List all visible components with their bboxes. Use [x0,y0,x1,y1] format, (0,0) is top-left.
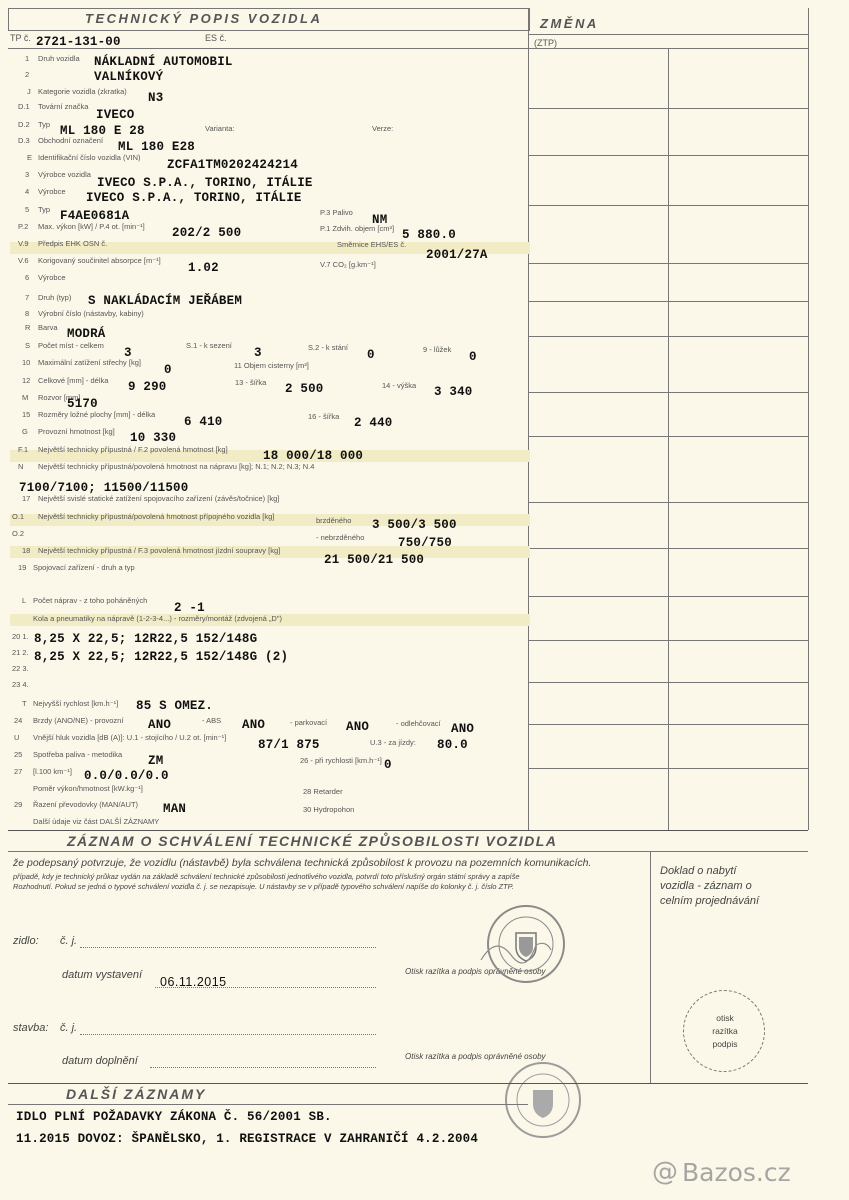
label-power: Max. výkon [kW] / P.4 ot. [min⁻¹] [38,222,145,231]
value-unbraked: 750/750 [398,536,452,550]
section-rule [8,1104,528,1105]
row-number: P.2 [18,222,29,231]
label-retarder: 28 Retarder [303,787,343,796]
label-engine-type: Typ [38,205,51,214]
label-trailer-weight: Největší technicky přípustná/povolená hmotnost přípojného vozidla [kg] [38,512,275,521]
cj-label: č. j. [60,935,78,947]
value-operating-weight: 10 330 [130,431,177,445]
label-hydraulic: 30 Hydropohon [303,805,355,814]
row-number: 7 [25,293,30,302]
city-seal-icon [507,1064,579,1136]
value-vin: ZCFA1TM0202424214 [167,158,298,172]
row-number: 10 [22,358,31,367]
value-power: 202/2 500 [172,226,242,240]
row-number: V.9 [18,239,29,248]
label-braked: brzděného [316,516,352,525]
value-engine-type: F4AE0681A [60,209,130,223]
value-retarder-brake: ANO [451,722,475,736]
value-axles: 2 -1 [174,601,205,615]
label-tank-volume: 11 Objem cisterny [m³] [234,361,309,370]
row-number: E [27,153,33,162]
label-vin: Identifikační číslo vozidla (VIN) [38,153,141,162]
label-max-weight: Největší technicky přípustná / F.2 povolená hmotnost [kg] [38,445,228,454]
value-make: IVECO [96,108,135,122]
approval-title: ZÁZNAM O SCHVÁLENÍ TECHNICKÉ ZPŮSOBILOSTI VOZIDLA [67,833,558,849]
stamp-caption-2: Otisk razítka a podpis oprávněné osoby [405,1052,546,1061]
row-number: 24 [14,716,23,725]
label-seated: S.1 - k sezení [186,341,232,350]
row-number: O.2 [12,529,25,538]
label-abs: - ABS [202,716,222,725]
value-fuel: NM [372,213,388,227]
label-berths: 9 - lůžek [423,345,452,354]
value-max-weight: 18 000/18 000 [263,449,364,463]
watermark-text: Bazos.cz [682,1157,791,1187]
value-consumption: 0.0/0.0/0.0 [84,769,169,783]
row-number: T [22,699,27,708]
at-icon: @ [652,1157,678,1187]
row-number: N [18,462,24,471]
label-version: Verze: [372,124,394,133]
further-line-2: 11.2015 DOVOZ: ŠPANĚLSKO, 1. REGISTRACE V ZAHRANIČÍ 4.2.2004 [16,1132,479,1146]
value-vehicle-kind: NÁKLADNÍ AUTOMOBIL [94,55,233,69]
row-number: G [22,427,28,436]
label-absorption: Korigovaný součinitel absorpce [m⁻¹] [38,256,161,265]
label-consumption-speed: 26 - při rychlosti [km.h⁻¹] [300,756,382,765]
label-body-kind: Druh (typ) [38,293,72,302]
value-color: MODRÁ [67,327,106,341]
column-divider [808,8,809,830]
customs-stamp-text: otisk razítka podpis [712,1013,738,1049]
row-number: V.6 [18,256,29,265]
label-vertical-load: Největší svislé statické zatížení spojovacího zařízení (závěs/točnice) [kg] [38,494,280,503]
value-roof-load: 0 [164,363,172,377]
value-standing: 0 [367,348,375,362]
label-color: Barva [38,323,58,332]
value-wheels-axle-2: 8,25 X 22,5; 12R22,5 152/148G (2) [34,650,289,664]
value-brake-service: ANO [148,718,172,732]
row-number: 4 [25,187,30,196]
issue-date-label: datum vystavení [62,969,143,981]
label-operating-weight: Provozní hmotnost [kg] [38,427,115,436]
row-number: D.1 [18,102,30,111]
value-width: 2 500 [285,382,324,396]
value-engine-manufacturer: IVECO S.P.A., TORINO, ITÁLIE [86,191,302,205]
change-title: ZMĚNA [540,16,599,31]
column-divider [528,8,529,830]
label-roof-load: Maximální zatížení střechy [kg] [38,358,141,367]
row-number: 8 [25,309,30,318]
es-label: ES č. [205,33,227,43]
approval-text-3: Rozhodnutí. Pokud se jedná o typové schválení vozidla č. j. se nezapisuje. U nástavby se v případě typového schválení napíše do kolonky č. j. číslo ZTP. [13,882,514,891]
label-unbraked: - nebrzděného [316,533,365,542]
row-number: 25 [14,750,23,759]
label-serial-number: Výrobní číslo (nástavby, kabiny) [38,309,144,318]
value-gearbox: MAN [163,802,187,816]
label-fuel: P.3 Palivo [320,208,353,217]
label-power-weight: Poměr výkon/hmotnost [kW.kg⁻¹] [33,784,143,793]
row-number: 22 3. [12,664,29,673]
further-records-title: DALŠÍ ZÁZNAMY [66,1086,207,1102]
label-combination-weight: Největší technicky přípustná / F.3 povolená hmotnost jízdní soupravy [kg] [38,546,281,555]
section-rule [8,1083,808,1084]
value-consumption-speed: 0 [384,758,392,772]
label-max-speed: Nejvyšší rychlost [km.h⁻¹] [33,699,119,708]
value-height: 3 340 [434,385,473,399]
row-number: 17 [22,494,31,503]
label-directive: Směrnice EHS/ES č. [337,240,407,249]
value-body-kind: S NAKLÁDACÍM JEŘÁBEM [88,294,243,308]
value-wheels-axle-1: 8,25 X 22,5; 12R22,5 152/148G [34,632,258,646]
label-seats: Počet míst - celkem [38,341,104,350]
label-make: Tovární značka [38,102,89,111]
label-regulation: Předpis EHK OSN č. [38,239,108,248]
column-divider [650,851,651,1083]
column-divider [668,48,669,830]
cj-line [80,947,376,948]
issue-date-line [155,987,376,988]
label-brakes: Brzdy (ANO/NE) - provozní [33,716,124,725]
row-number: 20 1. [12,632,29,641]
row-number: 5 [25,205,30,214]
watermark [652,1155,791,1189]
row-number: 6 [25,273,30,282]
row-number: J [27,87,31,96]
value-noise-driving: 80.0 [437,738,468,752]
value-wheelbase: 5170 [67,397,98,411]
tp-label: TP č. [10,33,31,43]
label-category: Kategorie vozidla (zkratka) [38,87,127,96]
row-number: 2 [25,70,30,79]
label-consumption: Spotřeba paliva - metodika [33,750,123,759]
row-number: 1 [25,54,30,63]
label-further-data: Další údaje viz část DALŠÍ ZÁZNAMY [33,817,160,826]
value-consumption-method: ZM [148,754,164,768]
value-parking-brake: ANO [346,720,370,734]
value-directive: 2001/27A [426,248,488,262]
value-combination-weight: 21 500/21 500 [324,553,425,567]
label-axle-weight: Největší technicky přípustná/povolená hmotnost na nápravu [kg]; N.1; N.2; N.3; N.4 [38,462,315,471]
approval-text-1: že podepsaný potvrzuje, že vozidlu (nástavbě) byla schválena technická způsobilost k provozu na pozemních komunikacích. [13,857,592,869]
row-number: O.1 [12,512,25,521]
row-number: 12 [22,376,31,385]
label-coupling: Spojovací zařízení - druh a typ [33,563,135,572]
section-rule [8,851,808,852]
value-length: 9 290 [128,380,167,394]
value-abs: ANO [242,718,266,732]
label-parking-brake: - parkovací [290,718,328,727]
row-number: 27 [14,767,23,776]
label-consumption-unit: [l.100 km⁻¹] [33,767,72,776]
signature-mark [476,930,556,970]
tp-number: 2721-131-00 [36,35,121,49]
label-manufacturer: Výrobce vozidla [38,170,91,179]
row-number: 23 4. [12,680,29,689]
cj2-label: č. j. [60,1022,78,1034]
row-number: U [14,733,20,742]
value-trade-name: ML 180 E28 [118,140,196,154]
header-rule [528,48,808,49]
body-label: stavba: [13,1022,49,1034]
header-rule [528,34,808,35]
row-number: M [22,393,29,402]
label-height: 14 - výška [382,381,417,390]
vehicle-label: zidlo: [13,935,39,947]
change-subtitle: (ZTP) [534,38,557,48]
header-rule [8,30,528,31]
label-cargo-width: 16 - šířka [308,412,340,421]
row-number: 29 [14,800,23,809]
row-number: D.3 [18,136,30,145]
label-trade-name: Obchodní označení [38,136,104,145]
cj2-line [80,1034,376,1035]
value-axle-weight: 7100/7100; 11500/11500 [19,481,189,495]
value-berths: 0 [469,350,477,364]
value-vehicle-kind-2: VALNÍKOVÝ [94,70,164,84]
document-title: TECHNICKÝ POPIS VOZIDLA [85,11,323,26]
label-cargo-length: Rozměry ložné plochy [mm] - délka [38,410,156,419]
label-noise-driving: U.3 - za jízdy: [370,738,416,747]
issue-date: 06.11.2015 [160,975,227,989]
label-axles: Počet náprav - z toho poháněných [33,596,148,605]
further-line-1: IDLO PLNÍ POŽADAVKY ZÁKONA Č. 56/2001 SB. [16,1110,332,1124]
row-number: 21 2. [12,648,29,657]
label-type: Typ [38,120,51,129]
value-cargo-width: 2 440 [354,416,393,430]
value-noise: 87/1 875 [258,738,320,752]
row-number: 3 [25,170,30,179]
row-number: R [25,323,31,332]
label-length: Celkové [mm] - délka [38,376,109,385]
completion-date-label: datum doplnění [62,1055,138,1067]
value-seated: 3 [254,346,262,360]
doklad-text: Doklad o nabytí vozidla - záznam o celním projednávání [660,865,760,907]
label-body-manufacturer: Výrobce [38,273,66,282]
label-wheelbase: Rozvor [mm] [38,393,81,402]
label-standing: S.2 - k stání [308,343,349,352]
row-number: D.2 [18,120,30,129]
row-number: L [22,596,27,605]
value-manufacturer: IVECO S.P.A., TORINO, ITÁLIE [97,176,313,190]
completion-date-line [150,1067,376,1068]
row-number: S [25,341,31,350]
approval-text-2: případě, kdy je technický průkaz vydán na základě schválení technické způsobilosti jednotlivého vozidla, potvrdí toto příslušný orgán státní správy a zapíše [13,872,520,881]
stamp-caption-1: Otisk razítka a podpis oprávněné osoby [405,967,546,976]
label-retarder-brake: - odlehčovací [396,719,441,728]
label-co2: V.7 CO₂ [g.km⁻¹] [320,260,376,269]
value-absorption: 1.02 [188,261,219,275]
value-cargo-length: 6 410 [184,415,223,429]
row-number: 18 [22,546,31,555]
value-max-speed: 85 S OMEZ. [136,699,214,713]
row-number: F.1 [18,445,29,454]
section-rule [8,830,808,831]
label-displacement: P.1 Zdvih. objem [cm³] [320,224,395,233]
label-gearbox: Řazení převodovky (MAN/AUT) [33,800,139,809]
value-displacement: 5 880.0 [402,228,456,242]
value-seats-total: 3 [124,346,132,360]
row-number: 15 [22,410,31,419]
row-number: 19 [18,563,27,572]
label-noise: Vnější hluk vozidla [dB (A)]: U.1 - stojícího / U.2 ot. [min⁻¹] [33,733,227,742]
label-vehicle-kind: Druh vozidla [38,54,80,63]
value-type: ML 180 E 28 [60,124,145,138]
label-engine-manufacturer: Výrobce [38,187,66,196]
label-width: 13 - šířka [235,378,267,387]
official-stamp-2 [505,1062,581,1138]
label-variant: Varianta: [205,124,235,133]
value-braked: 3 500/3 500 [372,518,457,532]
value-category: N3 [148,91,164,105]
label-wheels: Kola a pneumatiky na nápravě (1-2-3-4...) - rozměry/montáž (zdvojená „D") [33,614,283,623]
